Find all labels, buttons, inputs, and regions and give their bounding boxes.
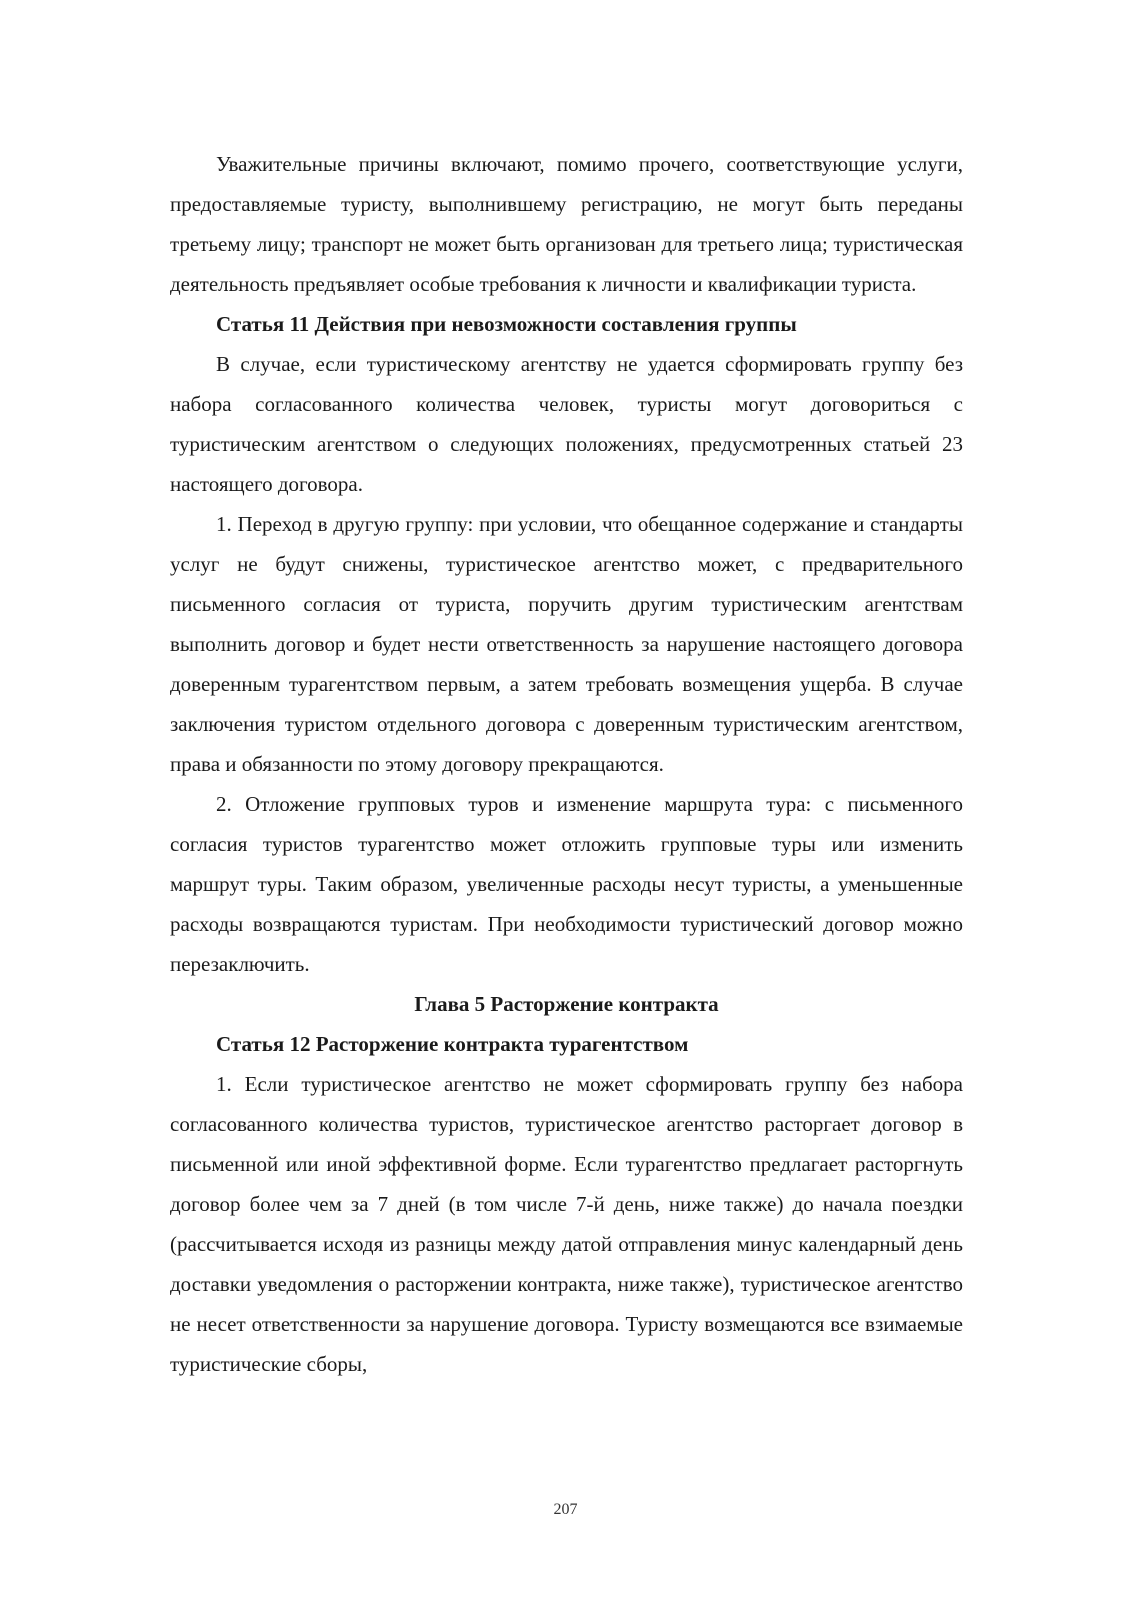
paragraph-article-11-item-1: 1. Переход в другую группу: при условии, что обещанное содержание и стандарты услуг не будут снижены, туристическое агентство может, с предварительного письменного согласия от туриста, поручить другим туристическим агентствам выполнить договор и будет нести ответственность за нарушение настоящего договора доверенным турагентством первым, а затем требовать возмещения ущерба. В случае заключения туристом отдельного договора с доверенным туристическим агентством, права и обязанности по этому договору прекращаются. (170, 512, 963, 776)
page-number: 207 (553, 1501, 578, 1518)
chapter-5-heading: Глава 5 Расторжение контракта (414, 992, 719, 1016)
paragraph-article-12-item-1: 1. Если туристическое агентство не может сформировать группу без набора согласованного количества туристов, туристическое агентство расторгает договор в письменной или иной эффективной форме. Если турагентство предлагает расторгнуть договор более чем за 7 дней (в том числе 7-й день, ниже также) до начала поездки (рассчитывается исходя из разницы между датой отправления минус календарный день доставки уведомления о расторжении контракта, ниже также), туристическое агентство не несет ответственности за нарушение договора. Туристу возмещаются все взимаемые туристические сборы, (170, 1072, 963, 1376)
paragraph-article-11-item-2: 2. Отложение групповых туров и изменение маршрута тура: с письменного согласия туристов турагентство может отложить групповые туры или изменить маршрут туры. Таким образом, увеличенные расходы несут туристы, а уменьшенные расходы возвращаются туристам. При необходимости туристический договор можно перезаключить. (170, 792, 963, 976)
paragraph-valid-reasons: Уважительные причины включают, помимо прочего, соответствующие услуги, предоставляемые туристу, выполнившему регистрацию, не могут быть переданы третьему лицу; транспорт не может быть организован для третьего лица; туристическая деятельность предъявляет особые требования к личности и квалификации туриста. (170, 152, 963, 296)
paragraph-article-11-intro: В случае, если туристическому агентству не удается сформировать группу без набора согласованного количества человек, туристы могут договориться с туристическим агентством о следующих положениях, предусмотренных статьей 23 настоящего договора. (170, 352, 963, 496)
article-11-heading: Статья 11 Действия при невозможности составления группы (216, 312, 797, 336)
document-page (170, 144, 963, 1384)
article-12-heading: Статья 12 Расторжение контракта турагентством (216, 1032, 689, 1056)
